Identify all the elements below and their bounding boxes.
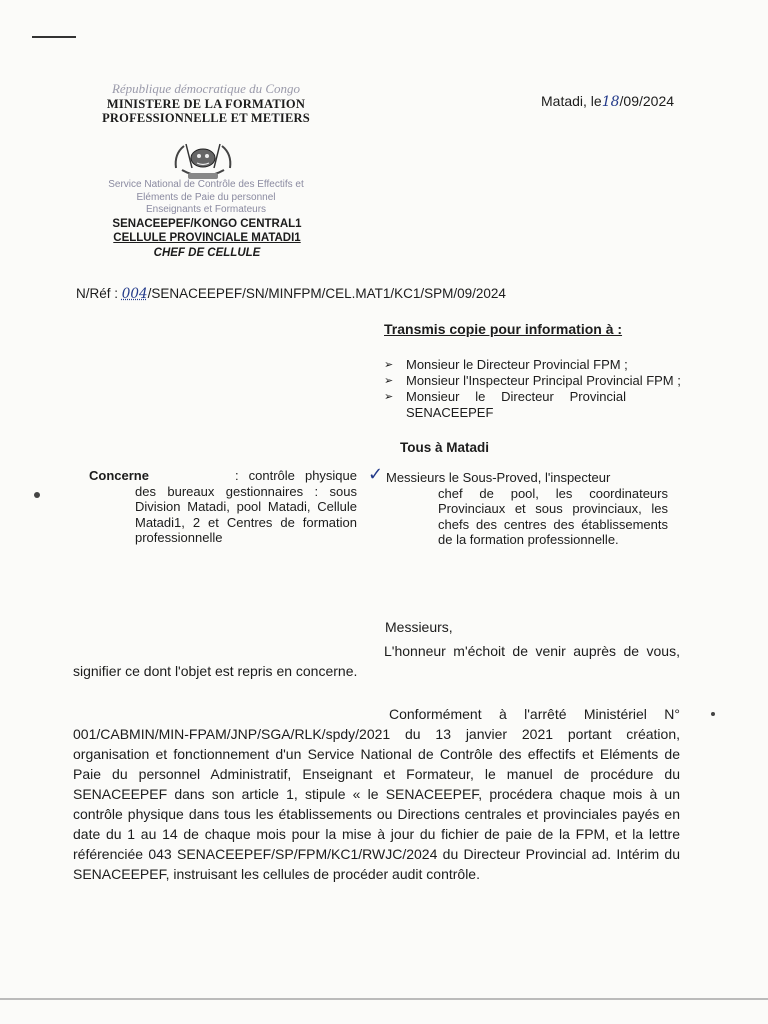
body-paragraph-1: L'honneur m'échoit de venir auprès de vous, signifier ce dont l'objet est repris en concerne. bbox=[73, 643, 680, 679]
ministry-line-1: MINISTERE DE LA FORMATION bbox=[106, 97, 306, 111]
recipients-block bbox=[386, 470, 668, 548]
reference-rest: /SENACEEPEF/SN/MINFPM/CEL.MAT1/KC1/SPM/09/2024 bbox=[147, 286, 506, 301]
ministry-name bbox=[88, 97, 324, 125]
checkmark-icon: ✓ bbox=[368, 464, 384, 485]
reference-label: N/Réf : bbox=[76, 286, 119, 301]
letter-date bbox=[541, 93, 674, 110]
scan-mark bbox=[32, 36, 76, 38]
cell-code-line-1: SENACEEPEF/KONGO CENTRAL1 bbox=[112, 218, 302, 230]
arrow-bullet-icon: ➢ bbox=[384, 375, 394, 387]
copy-footer: Tous à Matadi bbox=[400, 440, 490, 455]
coat-of-arms-icon bbox=[168, 138, 238, 184]
service-line-3: Enseignants et Formateurs bbox=[145, 204, 267, 215]
republic-name: République démocratique du Congo bbox=[111, 81, 301, 96]
body-paragraph-2: Conformément à l'arrêté Ministériel N° 001/CABMIN/MIN-FPAM/JNP/SGA/RLK/spdy/2021 du 13 janvier 2021 portant création, organisation et fonctionnement d'un Service National de Contrôle des effectifs et Eléments de Paie du personnel Administratif, Enseignant et Formateur, le manuel de procédure du SENACEEPEF dans son article 1, stipule « le SENACEEPEF, procédera chaque mois à un contrôle physique dans tous les établissements ou Directions centrales et provinciales payés en date du 1 au 14 de chaque mois pour la mise à jour du fichier de paie de la FPM, et la lettre référenciée 043 SENACEEPEF/SP/FPM/KC1/RWJC/2024 du Directeur Provincial ad. Intérim du SENACEEPEF, instruisant les cellules de procéder audit contrôle. bbox=[73, 706, 680, 882]
copy-item: ➢ Monsieur l'Inspecteur Principal Provincial FPM ; bbox=[384, 373, 681, 388]
date-day-handwritten: 18 bbox=[601, 94, 620, 110]
reference-number-handwritten: 004 bbox=[121, 286, 148, 302]
copy-list bbox=[384, 357, 684, 421]
recipients-rest: chef de pool, les coordinateurs Provinciaux et sous provinciaux, les chefs des centres des établissements de la formation professionnelle. bbox=[438, 485, 668, 547]
arrow-bullet-icon: ➢ bbox=[384, 391, 394, 403]
copy-title: Transmis copie pour information à : bbox=[384, 321, 623, 337]
scan-speck bbox=[711, 712, 715, 716]
copy-item: ➢ Monsieur le Directeur Provincial FPM ; bbox=[384, 357, 628, 372]
scan-speck bbox=[34, 492, 40, 498]
page-edge bbox=[0, 998, 768, 1000]
recipients-first-line: Messieurs le Sous-Proved, l'inspecteur bbox=[386, 470, 611, 485]
date-rest: /09/2024 bbox=[619, 93, 675, 109]
concerne-label: Concerne bbox=[89, 468, 149, 483]
copy-item: ➢ Monsieur le Directeur Provincial SENACEEPEF bbox=[384, 389, 626, 420]
ministry-line-2: PROFESSIONNELLE ET METIERS bbox=[102, 111, 310, 125]
chef-title: CHEF DE CELLULE bbox=[153, 247, 261, 259]
salutation: Messieurs, bbox=[385, 619, 453, 635]
date-prefix: Matadi, le bbox=[541, 93, 602, 109]
service-line-2: Eléments de Paie du personnel bbox=[136, 191, 276, 203]
concerne-block bbox=[89, 468, 357, 546]
arrow-bullet-icon: ➢ bbox=[384, 359, 394, 371]
reference-line bbox=[76, 286, 506, 302]
cell-code-line-2: CELLULE PROVINCIALE MATADI1 bbox=[113, 231, 301, 244]
cell-code bbox=[96, 218, 318, 245]
concerne-text: : contrôle physique des bureaux gestionnaires : sous Division Matadi, pool Matadi, Cellule Matadi1, 2 et Centres de formation professionnelle bbox=[135, 468, 357, 545]
service-name bbox=[86, 179, 326, 217]
service-line-1: Service National de Contrôle des Effectifs et bbox=[108, 179, 304, 190]
